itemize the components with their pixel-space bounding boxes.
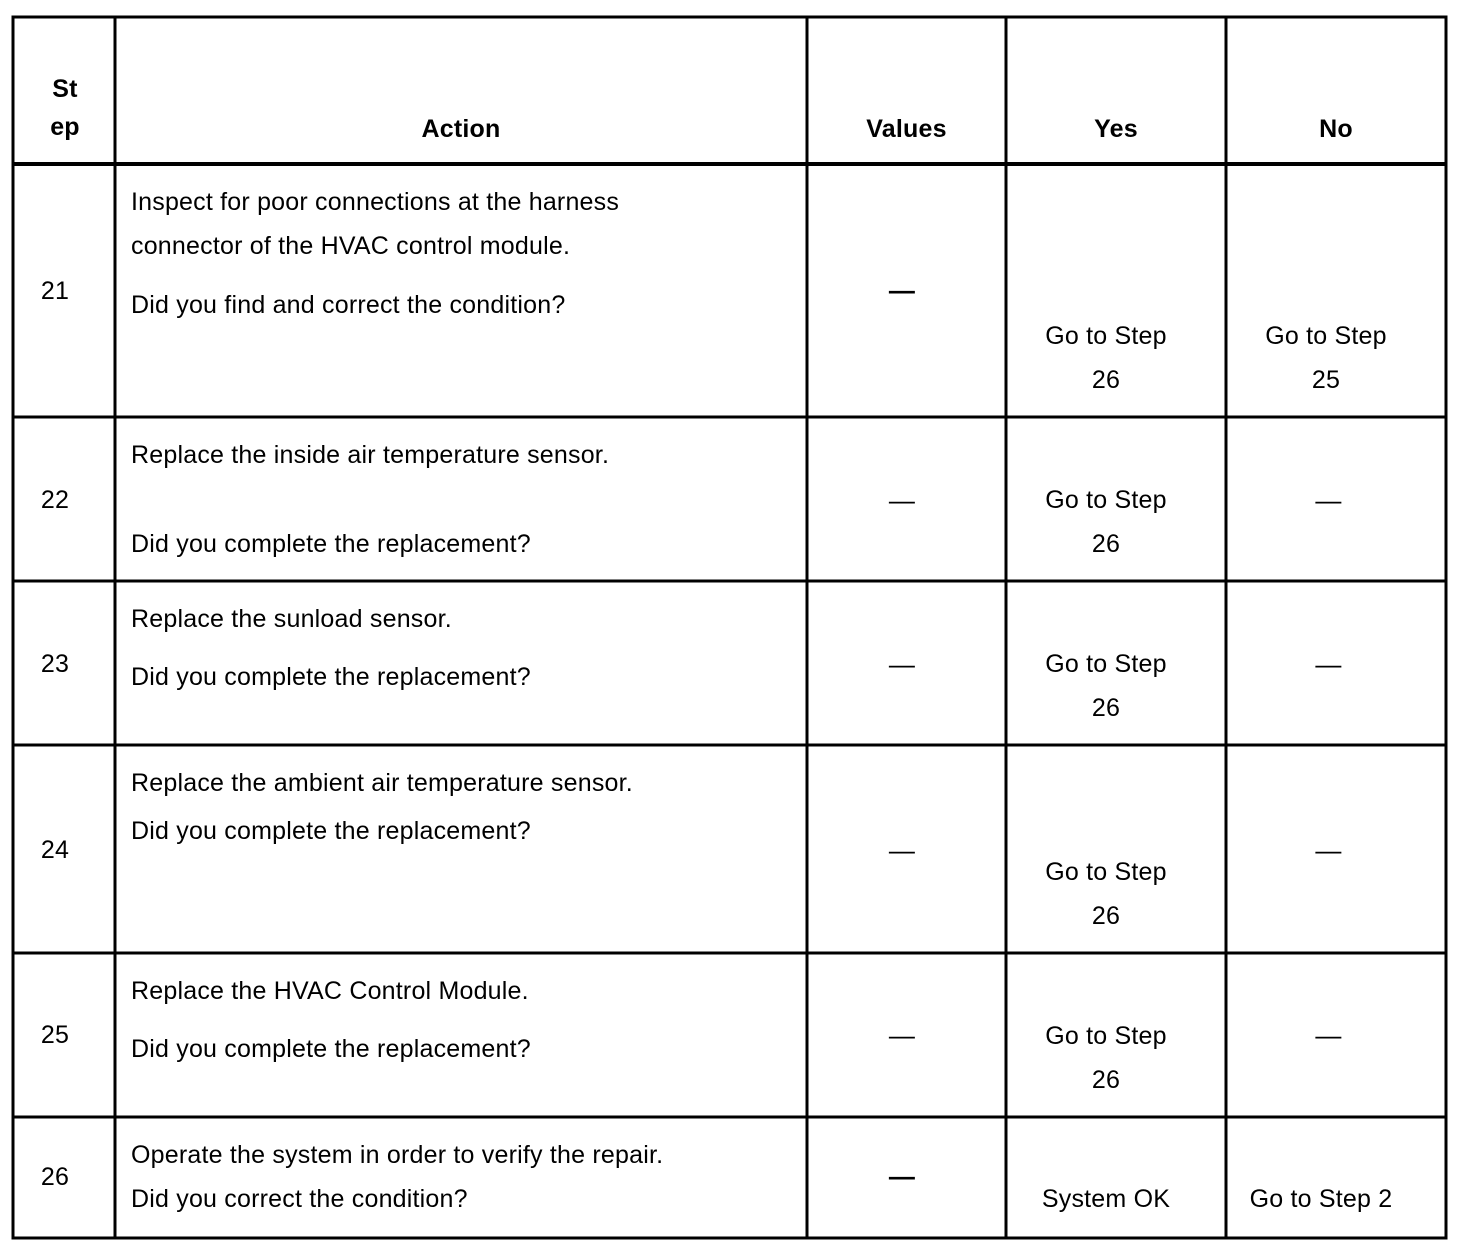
step-number: 24 (40, 836, 70, 864)
values-cell: — (888, 275, 916, 305)
action-text: Replace the ambient air temperature sensor. (131, 769, 633, 797)
action-question: Did you find and correct the condition? (131, 291, 566, 319)
header-yes: Yes (1094, 115, 1138, 143)
action-question: Did you correct the condition? (131, 1185, 468, 1213)
values-cell: — (888, 485, 916, 515)
action-question: Did you complete the replacement? (131, 817, 531, 845)
no-cell: — (1315, 835, 1342, 865)
step-number: 21 (40, 277, 70, 305)
yes-result[interactable]: System OK (1041, 1185, 1171, 1213)
values-cell: — (888, 649, 916, 679)
action-text: Replace the inside air temperature sensor. (131, 441, 610, 469)
yes-link[interactable]: Go to Step (1045, 858, 1167, 886)
action-text: Inspect for poor connections at the harness (131, 188, 620, 216)
no-link[interactable]: Go to Step (1265, 322, 1387, 350)
values-cell: — (888, 1020, 916, 1050)
step-number: 25 (40, 1021, 70, 1049)
header-step-line2: ep (50, 113, 80, 141)
yes-step-number[interactable]: 26 (1091, 366, 1121, 394)
yes-step-number[interactable]: 26 (1091, 694, 1121, 722)
step-number: 23 (40, 650, 70, 678)
yes-link[interactable]: Go to Step (1045, 486, 1167, 514)
no-cell: — (1315, 649, 1342, 679)
yes-step-number[interactable]: 26 (1091, 530, 1121, 558)
yes-link[interactable]: Go to Step (1045, 650, 1167, 678)
action-question: Did you complete the replacement? (131, 1035, 531, 1063)
action-text: Replace the HVAC Control Module. (131, 977, 529, 1005)
action-question: Did you complete the replacement? (131, 663, 531, 691)
no-cell: — (1315, 485, 1342, 515)
step-number: 22 (40, 486, 70, 514)
action-text: Replace the sunload sensor. (131, 605, 452, 633)
values-cell: — (888, 1161, 916, 1191)
no-cell: — (1315, 1020, 1342, 1050)
values-cell: — (888, 835, 916, 865)
yes-step-number[interactable]: 26 (1091, 1066, 1121, 1094)
yes-step-number[interactable]: 26 (1091, 902, 1121, 930)
action-question: Did you complete the replacement? (131, 530, 531, 558)
step-number: 26 (40, 1163, 70, 1191)
header-no: No (1319, 115, 1353, 143)
header-step-line1: St (52, 75, 78, 103)
action-text: connector of the HVAC control module. (131, 232, 571, 260)
action-text: Operate the system in order to verify the repair. (131, 1141, 664, 1169)
header-values: Values (866, 115, 947, 143)
header-step (15, 70, 115, 146)
header-action: Action (421, 115, 501, 143)
no-step-number[interactable]: 25 (1311, 366, 1341, 394)
yes-link[interactable]: Go to Step (1045, 1022, 1167, 1050)
no-link[interactable]: Go to Step 2 (1249, 1185, 1393, 1213)
yes-link[interactable]: Go to Step (1045, 322, 1167, 350)
